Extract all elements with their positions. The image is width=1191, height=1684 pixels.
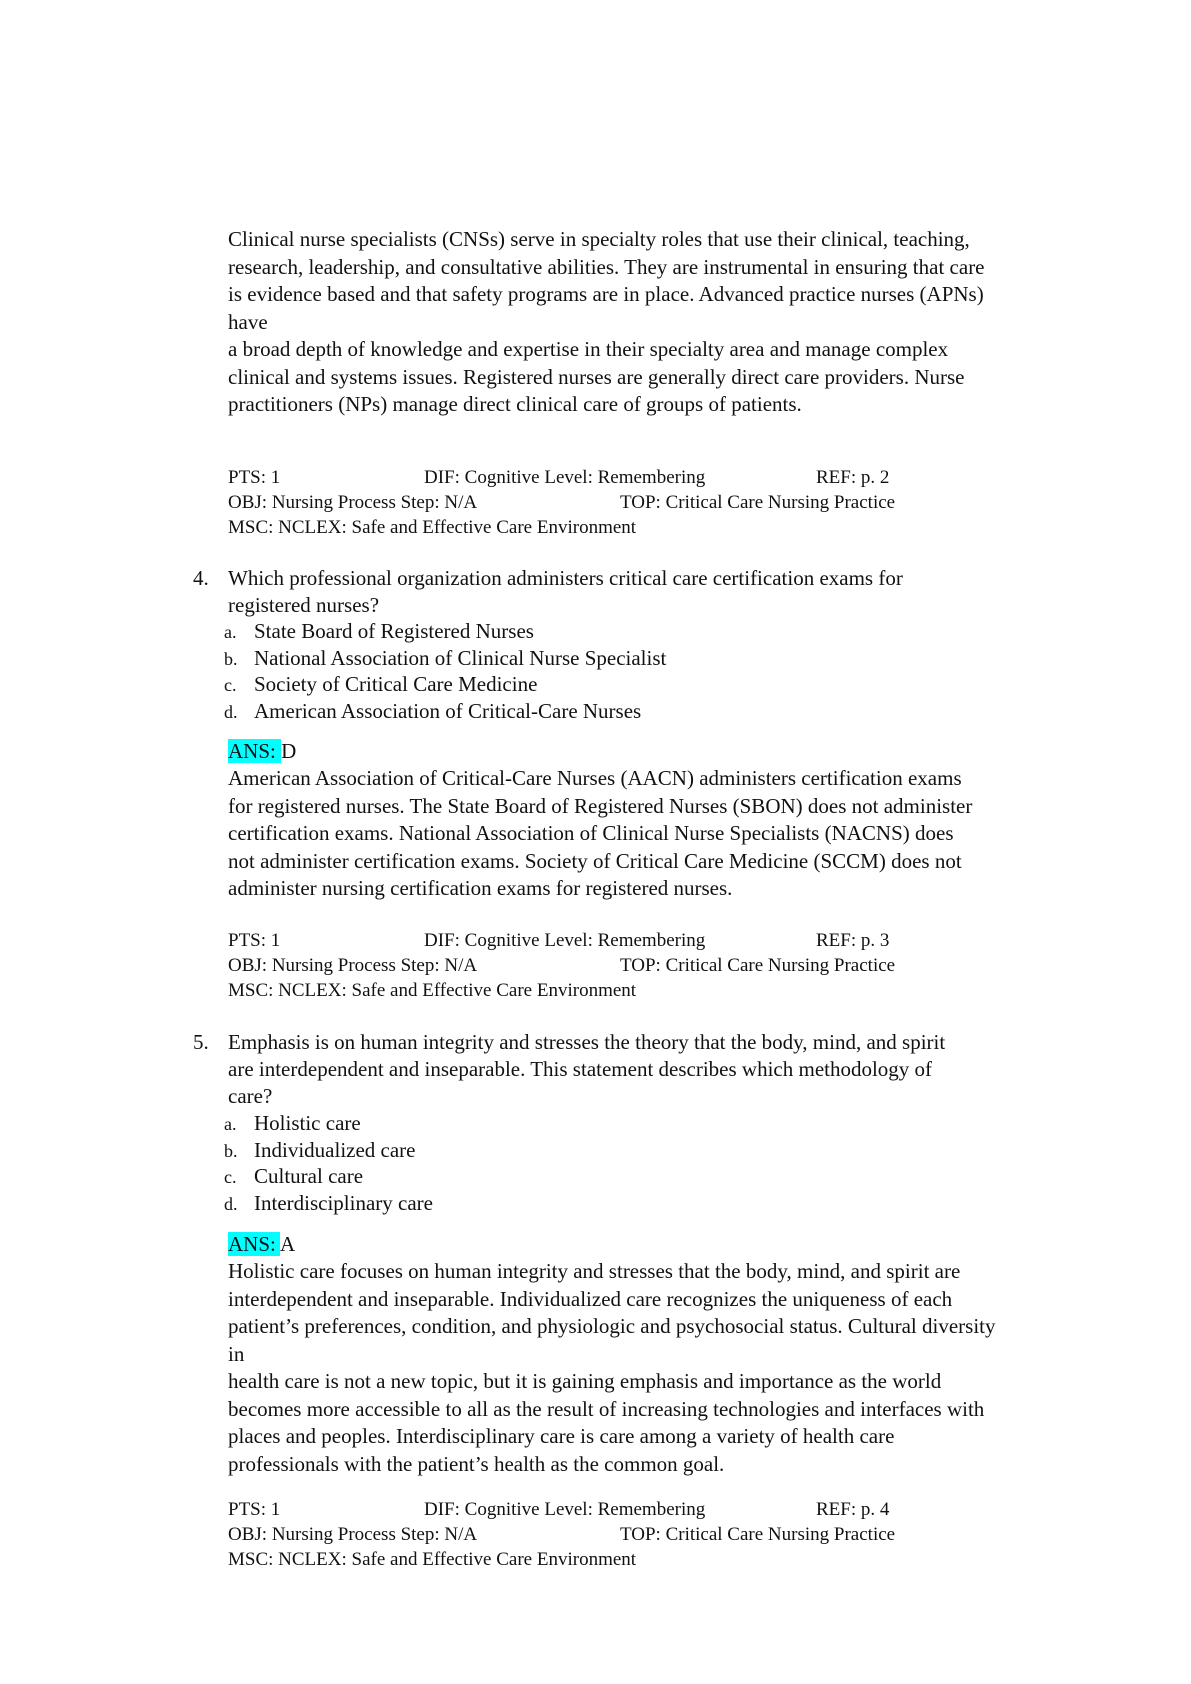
rationale-line: for registered nurses. The State Board of Registered Nurses (SBON) does not administer xyxy=(228,793,973,818)
rationale-line: practitioners (NPs) manage direct clinical care of groups of patients. xyxy=(228,392,802,416)
option-letter: d. xyxy=(224,701,238,722)
meta-msc: MSC: NCLEX: Safe and Effective Care Environment xyxy=(228,1549,637,1570)
rationale-line: a broad depth of knowledge and expertise in their specialty area and manage complex xyxy=(228,337,949,361)
option-text: National Association of Clinical Nurse Specialist xyxy=(254,645,667,670)
rationale-line: administer nursing certification exams for registered nurses. xyxy=(228,876,733,900)
rationale-q4 xyxy=(228,765,1128,903)
rationale-line: health care is not a new topic, but it is gaining emphasis and importance as the world xyxy=(228,1369,942,1393)
meta-ref: REF: p. 3 xyxy=(816,930,890,951)
meta-top: TOP: Critical Care Nursing Practice xyxy=(620,492,896,513)
rationale-line: clinical and systems issues. Registered nurses are generally direct care providers. Nurse xyxy=(228,364,965,389)
meta-q3 xyxy=(228,465,1128,540)
stem-line: care? xyxy=(228,1084,273,1108)
stem-line: registered nurses? xyxy=(228,593,380,617)
meta-top: TOP: Critical Care Nursing Practice xyxy=(620,955,896,976)
option-letter: a. xyxy=(224,1114,237,1134)
answer-q5 xyxy=(228,1231,295,1258)
rationale-line: American Association of Critical-Care Nurses (AACN) administers certification exams xyxy=(228,766,962,790)
meta-ref: REF: p. 2 xyxy=(816,467,890,488)
question-stem xyxy=(228,565,903,619)
stem-line: Emphasis is on human integrity and stresses the theory that the body, mind, and spirit xyxy=(228,1030,946,1054)
meta-pts: PTS: 1 xyxy=(228,467,281,488)
rationale-line: have xyxy=(228,309,268,334)
answer-q4 xyxy=(228,738,296,765)
rationale-line: interdependent and inseparable. Individualized care recognizes the uniqueness of each xyxy=(228,1286,953,1311)
option-text: Individualized care xyxy=(254,1137,416,1162)
meta-pts: PTS: 1 xyxy=(228,930,281,951)
rationale-line: is evidence based and that safety programs are in place. Advanced practice nurses (APNs) xyxy=(228,282,984,306)
rationale-line: becomes more accessible to all as the result of increasing technologies and interfaces with xyxy=(228,1396,985,1421)
option-text: Holistic care xyxy=(254,1111,361,1135)
answer-value: A xyxy=(279,1232,296,1256)
meta-q5 xyxy=(228,1497,1128,1572)
meta-dif: DIF: Cognitive Level: Remembering xyxy=(424,1499,706,1520)
option-text: Interdisciplinary care xyxy=(254,1190,433,1215)
meta-ref: REF: p. 4 xyxy=(816,1499,890,1520)
option-letter: d. xyxy=(224,1193,238,1214)
stem-line: Which professional organization administers critical care certification exams for xyxy=(228,566,903,590)
option-letter: c. xyxy=(224,675,237,695)
answer-label: ANS: xyxy=(228,1232,280,1256)
rationale-q5 xyxy=(228,1258,1128,1478)
rationale-line: not administer certification exams. Society of Critical Care Medicine (SCCM) does not xyxy=(228,848,962,873)
question-stem xyxy=(228,1029,945,1110)
meta-obj: OBJ: Nursing Process Step: N/A xyxy=(228,955,478,976)
option-letter: c. xyxy=(224,1167,237,1187)
meta-top: TOP: Critical Care Nursing Practice xyxy=(620,1524,896,1545)
rationale-line: Holistic care focuses on human integrity and stresses that the body, mind, and spirit are xyxy=(228,1259,961,1283)
rationale-line: in xyxy=(228,1341,245,1366)
rationale-line: patient’s preferences, condition, and physiologic and psychosocial status. Cultural diversity xyxy=(228,1314,996,1338)
meta-dif: DIF: Cognitive Level: Remembering xyxy=(424,467,706,488)
rationale-line: professionals with the patient’s health as the common goal. xyxy=(228,1451,725,1476)
meta-obj: OBJ: Nursing Process Step: N/A xyxy=(228,1524,478,1545)
option-letter: a. xyxy=(224,622,237,642)
rationale-line: Clinical nurse specialists (CNSs) serve in specialty roles that use their clinical, teaching, xyxy=(228,227,970,251)
rationale-q3 xyxy=(228,226,1128,419)
stem-line: are interdependent and inseparable. This statement describes which methodology of xyxy=(228,1057,933,1081)
rationale-line: places and peoples. Interdisciplinary care is care among a variety of health care xyxy=(228,1424,895,1448)
meta-msc: MSC: NCLEX: Safe and Effective Care Environment xyxy=(228,980,637,1001)
question-number: 4. xyxy=(193,566,209,590)
option-letter: b. xyxy=(224,648,238,669)
question-number: 5. xyxy=(193,1030,209,1054)
answer-label: ANS: xyxy=(228,739,282,763)
meta-q4 xyxy=(228,928,1128,1003)
rationale-line: research, leadership, and consultative abilities. They are instrumental in ensuring that care xyxy=(228,254,985,279)
option-text: Society of Critical Care Medicine xyxy=(254,672,538,696)
meta-msc: MSC: NCLEX: Safe and Effective Care Environment xyxy=(228,517,637,538)
option-letter: b. xyxy=(224,1140,238,1161)
answer-value: D xyxy=(281,739,297,763)
option-text: State Board of Registered Nurses xyxy=(254,619,534,643)
option-text: American Association of Critical-Care Nurses xyxy=(254,698,642,723)
option-text: Cultural care xyxy=(254,1164,364,1188)
meta-obj: OBJ: Nursing Process Step: N/A xyxy=(228,492,478,513)
meta-pts: PTS: 1 xyxy=(228,1499,281,1520)
rationale-line: certification exams. National Association of Clinical Nurse Specialists (NACNS) does xyxy=(228,821,954,845)
meta-dif: DIF: Cognitive Level: Remembering xyxy=(424,930,706,951)
